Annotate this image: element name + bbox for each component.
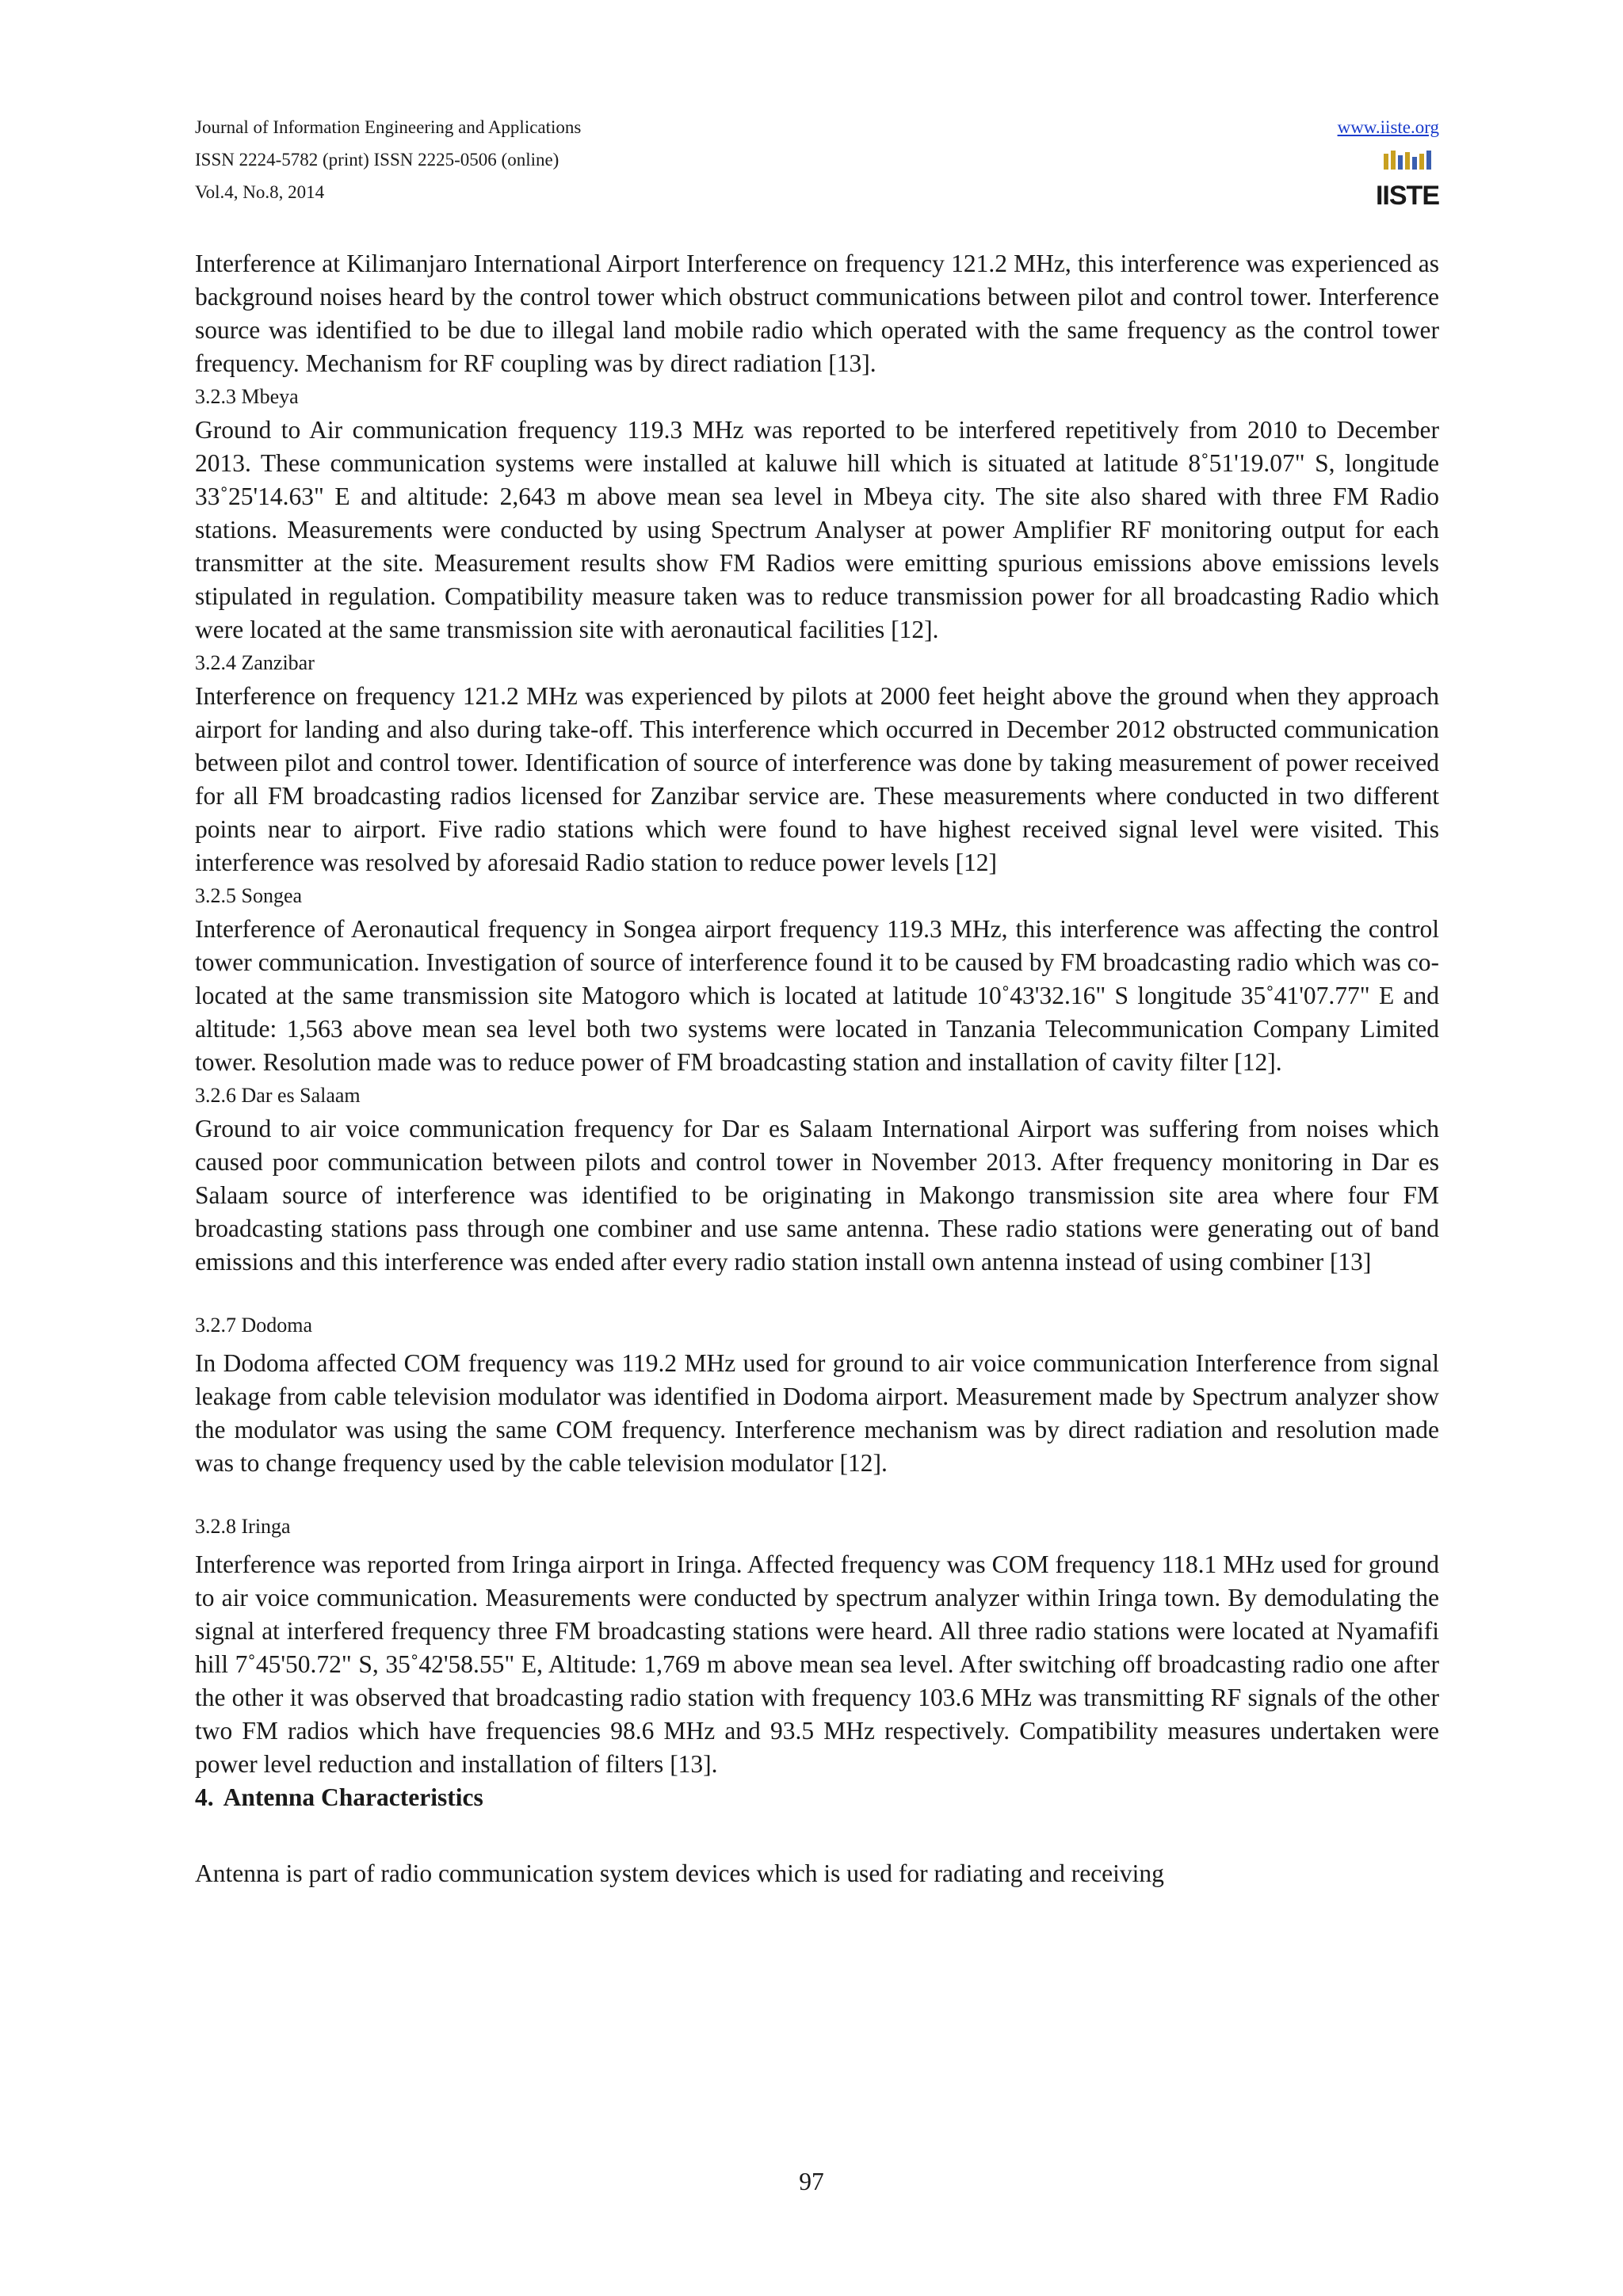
subsection-heading: 3.2.5 Songea: [195, 884, 303, 907]
subsection-heading: 3.2.7 Dodoma: [195, 1314, 313, 1337]
journal-issn: ISSN 2224-5782 (print) ISSN 2225-0506 (online): [195, 150, 559, 170]
subsection-paragraph: Interference was reported from Iringa airport in Iringa. Affected frequency was COM frequency 118.1 MHz used for ground to air voice communication. Measurements were conducted by spectrum analyzer within Iringa town. By demodulating the signal at interfered frequency three FM broadcasting stations were heard. All three radio stations were located at Nyamafifi hill 7˚45'50.72" S, 35˚42'58.55" E, Altitude: 1,769 m above mean sea level. After switching off broadcasting radio one after the other it was observed that broadcasting radio station with frequency 103.6 MHz was transmitting RF signals of the other two FM radios which have frequencies 98.6 MHz and 93.5 MHz respectively. Compatibility measures undertaken were power level reduction and installation of filters [13].: [195, 1550, 1439, 1778]
section-number: 4.: [195, 1783, 214, 1811]
subsection-heading: 3.2.8 Iringa: [195, 1515, 291, 1538]
journal-name: Journal of Information Engineering and Applications: [195, 117, 582, 137]
subsection-paragraph: Interference on frequency 121.2 MHz was experienced by pilots at 2000 feet height above the ground when they approach airport for landing and also during take-off. This interference which occurred in December 2012 obstructed communication between pilot and control tower. Identification of source of interference was done by taking measurement of power received for all FM broadcasting radios licensed for Zanzibar service are. These measurements where conducted in two different points near to airport. Five radio stations which were found to have highest received signal level were visited. This interference was resolved by aforesaid Radio station to reduce power levels [12]: [195, 682, 1439, 876]
subsection-heading: 3.2.4 Zanzibar: [195, 651, 315, 674]
subsection-heading: 3.2.6 Dar es Salaam: [195, 1084, 361, 1107]
subsection-paragraph: Ground to Air communication frequency 119.3 MHz was reported to be interfered repetitively from 2010 to December 2013. These communication systems were installed at kaluwe hill which is situated at latitude 8˚51'19.07" S, longitude 33˚25'14.63" E and altitude: 2,643 m above mean sea level in Mbeya city. The site also shared with three FM Radio stations. Measurements were conducted by using Spectrum Analyser at power Amplifier RF monitoring output for each transmitter at the site. Measurement results show FM Radios were emitting spurious emissions above emissions levels stipulated in regulation. Compatibility measure taken was to reduce transmission power for all broadcasting Radio which were located at the same transmission site with aeronautical facilities [12].: [195, 416, 1439, 643]
section-title: Antenna Characteristics: [223, 1783, 483, 1811]
section-paragraph: Antenna is part of radio communication system devices which is used for radiating and receiving: [195, 1859, 1164, 1887]
svg-text:IISTE: IISTE: [1375, 181, 1440, 211]
subsection-paragraph: Ground to air voice communication frequency for Dar es Salaam International Airport was suffering from noises which caused poor communication between pilots and control tower in November 2013. After frequency monitoring in Dar es Salaam source of interference was identified to be originating in Makongo transmission site area where four FM broadcasting stations pass through one combiner and use same antenna. These radio stations were generating out of band emissions and this interference was ended after every radio station install own antenna instead of using combiner [13]: [195, 1115, 1439, 1276]
subsection-paragraph: Interference of Aeronautical frequency in Songea airport frequency 119.3 MHz, this interference was affecting the control tower communication. Investigation of source of interference found it to be caused by FM broadcasting radio which was co-located at the same transmission site Matogoro which is located at latitude 10˚43'32.16" S longitude 35˚41'07.77" E and altitude: 1,563 above mean sea level both two systems were located in Tanzania Telecommunication Company Limited tower. Resolution made was to reduce power of FM broadcasting station and installation of cavity filter [12].: [195, 915, 1439, 1076]
journal-volume: Vol.4, No.8, 2014: [195, 182, 325, 202]
subsection-heading: 3.2.3 Mbeya: [195, 385, 299, 408]
journal-info: [195, 111, 1439, 208]
intro-paragraph: Interference at Kilimanjaro International Airport Interference on frequency 121.2 MHz, this interference was experienced as background noises heard by the control tower which obstruct communications between pilot and control tower. Interference source was identified to be due to illegal land mobile radio which operated with the same frequency as the control tower frequency. Mechanism for RF coupling was by direct radiation [13].: [195, 250, 1439, 377]
iiste-logo: [1375, 149, 1440, 211]
subsection-paragraph: In Dodoma affected COM frequency was 119.2 MHz used for ground to air voice communication Interference from signal leakage from cable television modulator was identified in Dodoma airport. Measurement made by Spectrum analyzer show the modulator was using the same COM frequency. Interference mechanism was by direct radiation and resolution made was to change frequency used by the cable television modulator [12].: [195, 1349, 1439, 1477]
page: [195, 111, 1439, 1890]
page-header: [195, 111, 1439, 214]
page-number: 97: [799, 2168, 824, 2195]
website-link[interactable]: www.iiste.org: [1337, 117, 1439, 137]
body-text: [195, 247, 1439, 1890]
section-heading: [195, 1781, 1439, 1814]
